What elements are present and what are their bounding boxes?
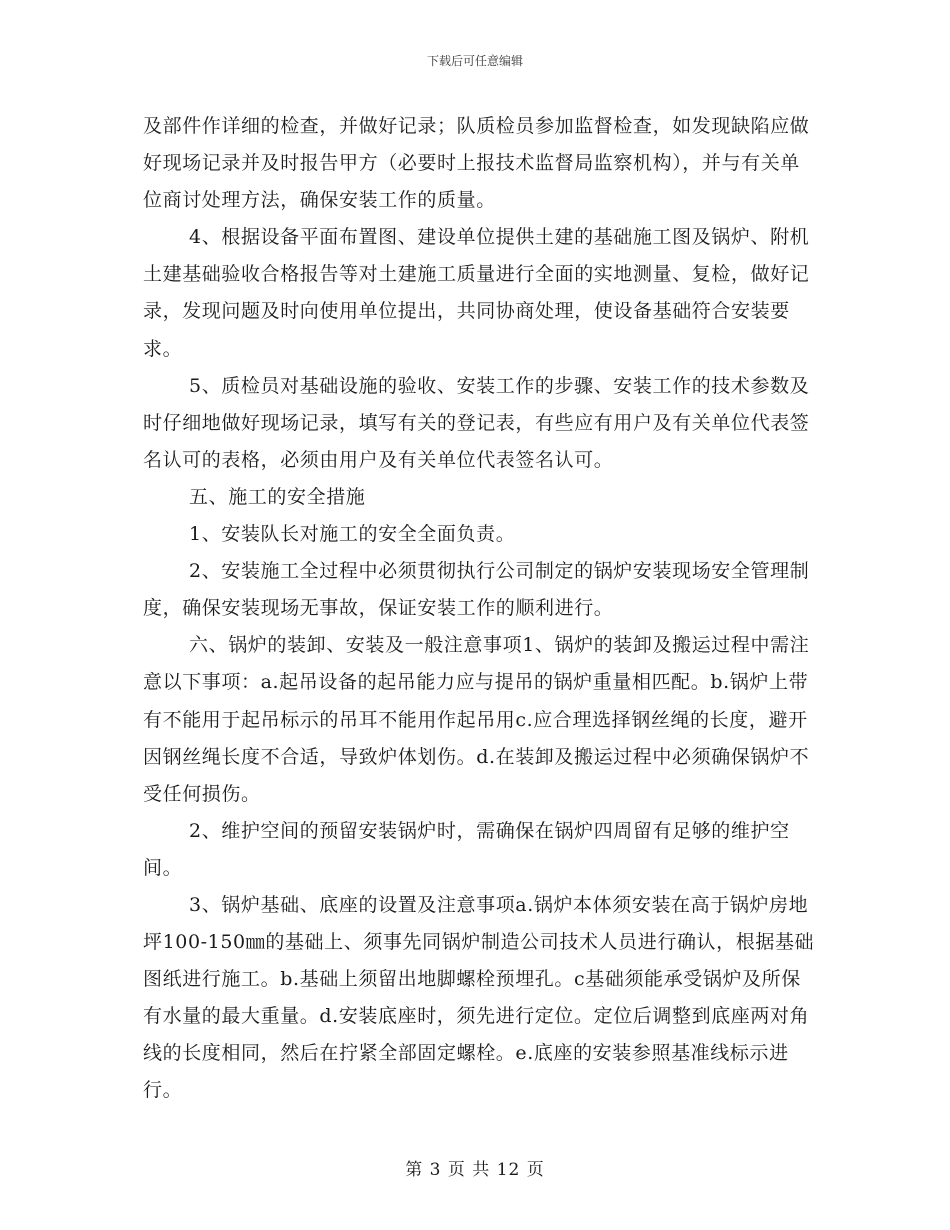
section-heading: 五、施工的安全措施 [189, 485, 366, 508]
page-number-footer: 第 3 页 共 12 页 [405, 1160, 545, 1180]
paragraph: 5、质检员对基础设施的验收、安装工作的步骤、安装工作的技术参数及时仔细地做好现场记录，填写有关的登记表，有些应有用户及有关单位代表签名认可的表格，必须由用户及有关单位代表签名认可。 [143, 374, 810, 471]
paragraph: 1、安装队长对施工的安全全面负责。 [189, 523, 516, 546]
paragraph: 及部件作详细的检查，并做好记录；队质检员参加监督检查，如发现缺陷应做好现场记录并及时报告甲方（必要时上报技术监督局监察机构），并与有关单位商讨处理方法，确保安装工作的质量。 [143, 115, 810, 212]
document-body [143, 108, 815, 1110]
section-heading: 六、锅炉的装卸、安装及一般注意事项1、锅炉的装卸及搬运过程中需注意以下事项：a.起吊设备的起吊能力应与提吊的锅炉重量相匹配。b.锅炉上带有不能用于起吊标示的吊耳不能用作起吊用c.应合理选择钢丝绳的长度，避开因钢丝绳长度不合适，导致炉体划伤。d.在装卸及搬运过程中必须确保锅炉不受任何损伤。 [143, 634, 810, 805]
paragraph: 2、维护空间的预留安装锅炉时，需确保在锅炉四周留有足够的维护空间。 [143, 819, 790, 879]
paragraph: 2、安装施工全过程中必须贯彻执行公司制定的锅炉安装现场安全管理制度，确保安装现场无事故，保证安装工作的顺利进行。 [143, 560, 810, 620]
paragraph: 4、根据设备平面布置图、建设单位提供土建的基础施工图及锅炉、附机土建基础验收合格报告等对土建施工质量进行全面的实地测量、复检，做好记录，发现问题及时向使用单位提出，共同协商处理，使设备基础符合安装要求。 [143, 226, 810, 360]
paragraph: 3、锅炉基础、底座的设置及注意事项a.锅炉本体须安装在高于锅炉房地坪100-150㎜的基础上、须事先同锅炉制造公司技术人员进行确认，根据基础图纸进行施工。b.基础上须留出地脚螺栓预埋孔。c基础须能承受锅炉及所保有水量的最大重量。d.安装底座时，须先进行定位。定位后调整到底座两对角线的长度相同，然后在拧紧全部固定螺栓。e.底座的安装参照基准线标示进行。 [143, 893, 815, 1102]
page-header: 下载后可任意编辑 [426, 54, 523, 68]
